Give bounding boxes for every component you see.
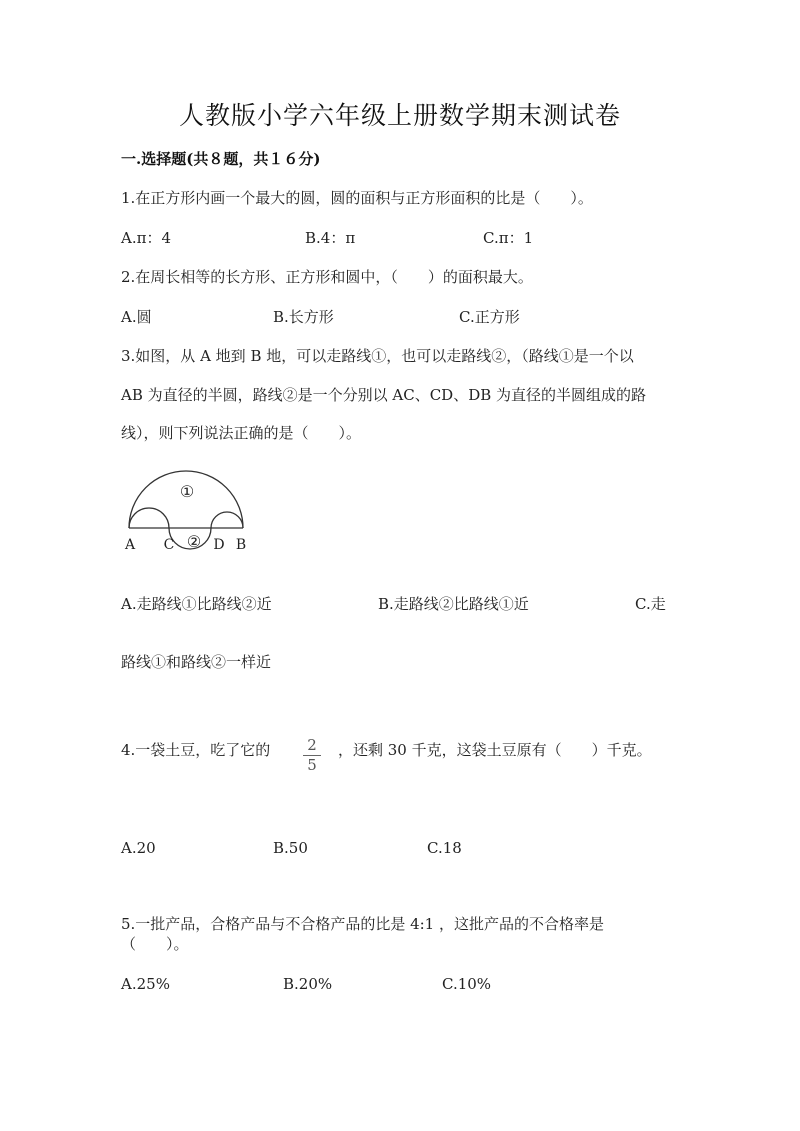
question-2-option-a[interactable]: A.圆 (121, 308, 152, 326)
route-1-label: ① (179, 482, 195, 501)
route-2-label: ② (186, 532, 202, 551)
point-b-label: B (235, 537, 247, 553)
fraction-numerator: 2 (307, 736, 317, 754)
question-2-text: 2.在周长相等的长方形、正方形和圆中，（ ）的面积最大。 (121, 268, 533, 286)
page-title: 人教版小学六年级上册数学期末测试卷 (178, 101, 621, 130)
question-3-line-1: 3.如图，从 A 地到 B 地，可以走路线①，也可以走路线②，（路线①是一个以 (121, 347, 634, 365)
question-1-option-b[interactable]: B.4：π (305, 229, 356, 247)
question-3-line-2: AB 为直径的半圆，路线②是一个分别以 AC、CD、DB 为直径的半圆组成的路 (121, 386, 647, 404)
question-3-line-3: 线），则下列说法正确的是（ ）。 (121, 424, 362, 442)
question-3-option-c-continued[interactable]: 路线①和路线②一样近 (121, 653, 272, 671)
question-5-line-2: （ ）。 (121, 935, 189, 953)
question-5-option-c[interactable]: C.10% (442, 975, 492, 993)
question-4-fraction (300, 737, 324, 774)
question-5-line-1: 5.一批产品，合格产品与不合格产品的比是 4:1 ，这批产品的不合格率是 (121, 915, 604, 933)
point-c-label: C (163, 537, 175, 553)
point-d-label: D (213, 537, 225, 553)
question-5-option-b[interactable]: B.20% (283, 975, 333, 993)
section-heading: 一.选择题(共８题，共１６分) (121, 150, 321, 168)
question-3-option-c[interactable]: C.走 (635, 595, 666, 613)
question-2-option-c[interactable]: C.正方形 (459, 308, 520, 326)
question-4-option-c[interactable]: C.18 (427, 839, 462, 857)
question-4-text-start: 4.一袋土豆，吃了它的 (121, 741, 271, 759)
route-2-arc-db (211, 512, 243, 528)
question-4-option-b[interactable]: B.50 (273, 839, 308, 857)
route-2-arc-ac (129, 508, 169, 528)
question-1-option-c[interactable]: C.π：1 (483, 229, 534, 247)
question-3-option-a[interactable]: A.走路线①比路线②近 (121, 595, 272, 613)
point-a-label: A (124, 537, 136, 553)
question-1-text: 1.在正方形内画一个最大的圆，圆的面积与正方形面积的比是（ ）。 (121, 189, 593, 207)
question-2-option-b[interactable]: B.长方形 (273, 308, 334, 326)
question-5-option-a[interactable]: A.25% (121, 975, 170, 993)
question-3-route-figure (115, 470, 265, 555)
question-1-option-a[interactable]: A.π：4 (121, 229, 172, 247)
question-4-text-end: ，还剩 30 千克，这袋土豆原有（ ）千克。 (338, 741, 652, 759)
question-4-option-a[interactable]: A.20 (121, 839, 156, 857)
question-3-option-b[interactable]: B.走路线②比路线①近 (378, 595, 529, 613)
fraction-denominator: 5 (307, 756, 317, 774)
